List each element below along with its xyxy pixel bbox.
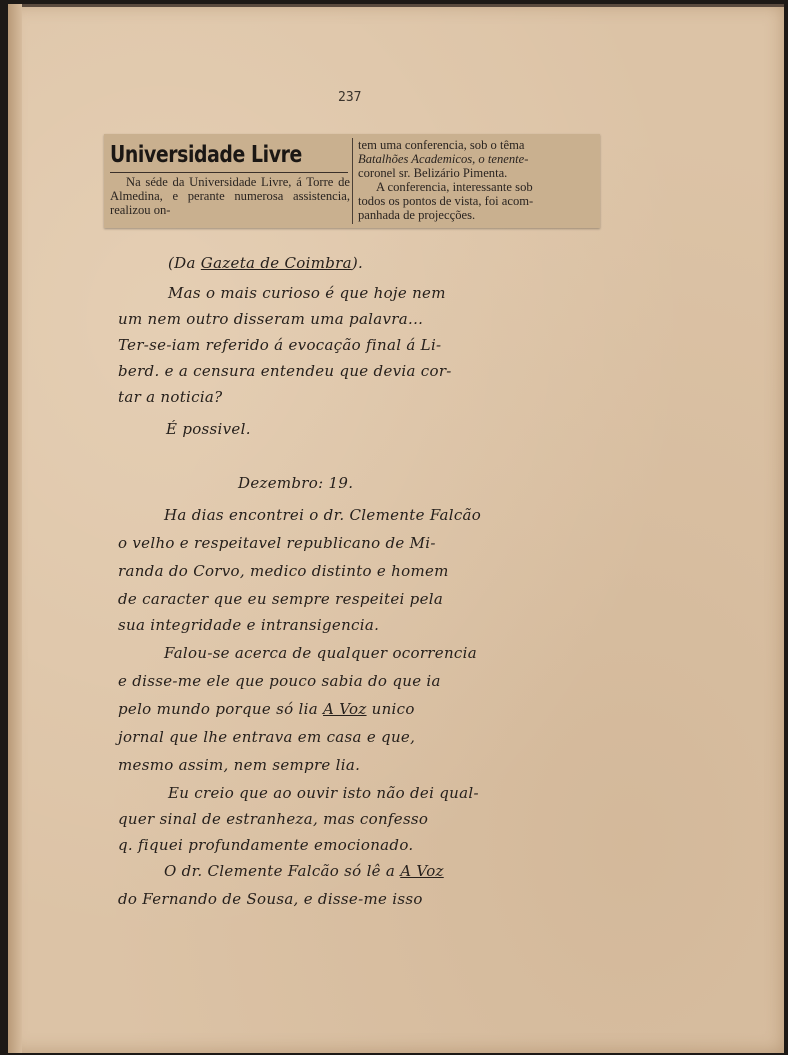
handwritten-line: e disse-me ele que pouco sabia do que ia <box>118 672 441 690</box>
clipping-right-line: Batalhões Academicos, o tenente- <box>358 152 529 166</box>
page-top-edge <box>8 4 784 7</box>
clipping-left-text: Na séde da Universidade Livre, á Torre de Almedina, e perante numerosa assistencia, realizou on- <box>110 175 350 217</box>
handwritten-line: Eu creio que ao ouvir isto não dei qual- <box>168 784 479 802</box>
handwritten-line: o velho e respeitavel republicano de Mi- <box>118 534 436 552</box>
page-binding-edge <box>8 4 22 1053</box>
clipping-left-column <box>110 138 350 224</box>
handwritten-line: um nem outro disseram uma palavra... <box>118 310 424 328</box>
source-citation <box>168 254 648 272</box>
notebook-page <box>8 4 784 1053</box>
clipping-rule <box>110 172 348 173</box>
handwritten-fragment: O dr. Clemente Falcão só lê a <box>164 862 401 880</box>
handwritten-line: randa do Corvo, medico distinto e homem <box>118 562 449 580</box>
clipping-right-line: coronel sr. Belizário Pimenta. <box>358 166 508 180</box>
source-newspaper-name: Gazeta de Coimbra <box>200 254 352 272</box>
handwritten-line: Ter-se-iam referido á evocação final á Li- <box>118 336 442 354</box>
clipping-right-line: todos os pontos de vista, foi acom- <box>358 194 534 208</box>
clipping-right-line: tem uma conferencia, sob o têma <box>358 138 525 152</box>
clipping-headline: Universidade Livre <box>110 142 302 168</box>
clipping-right-line: A conferencia, interessante sob <box>376 180 533 194</box>
handwritten-line: É possivel. <box>166 420 251 438</box>
handwritten-line: q. fiquei profundamente emocionado. <box>118 836 414 854</box>
handwritten-line: tar a noticia? <box>118 388 223 406</box>
page-number: 237 <box>338 90 362 105</box>
handwritten-line: Ha dias encontrei o dr. Clemente Falcão <box>164 506 482 524</box>
handwritten-line: berd. e a censura entendeu que devia cor- <box>118 362 452 380</box>
clipping-column-divider <box>352 138 353 224</box>
newspaper-title-a-voz: A Voz <box>323 700 367 718</box>
entry-date: Dezembro: 19. <box>238 474 354 492</box>
handwritten-fragment: unico <box>366 700 415 718</box>
handwritten-line: Mas o mais curioso é que hoje nem <box>168 284 446 302</box>
handwritten-line: quer sinal de estranheza, mas confesso <box>118 810 429 828</box>
handwritten-line <box>118 700 598 718</box>
handwritten-line: Falou-se acerca de qualquer ocorrencia <box>164 644 477 662</box>
handwritten-fragment: pelo mundo porque só lia <box>118 700 324 718</box>
source-close: ). <box>351 254 364 272</box>
handwritten-line <box>164 862 644 880</box>
newspaper-clipping <box>104 134 600 228</box>
handwritten-line: mesmo assim, nem sempre lia. <box>118 756 361 774</box>
clipping-right-line: panhada de projecções. <box>358 208 476 222</box>
source-open: (Da <box>168 254 201 272</box>
handwritten-line: jornal que lhe entrava em casa e que, <box>118 728 416 746</box>
newspaper-title-a-voz: A Voz <box>400 862 444 880</box>
handwritten-line: do Fernando de Sousa, e disse-me isso <box>118 890 423 908</box>
clipping-right-column <box>358 138 596 222</box>
handwritten-line: de caracter que eu sempre respeitei pela <box>118 590 444 608</box>
handwritten-line: sua integridade e intransigencia. <box>118 616 380 634</box>
